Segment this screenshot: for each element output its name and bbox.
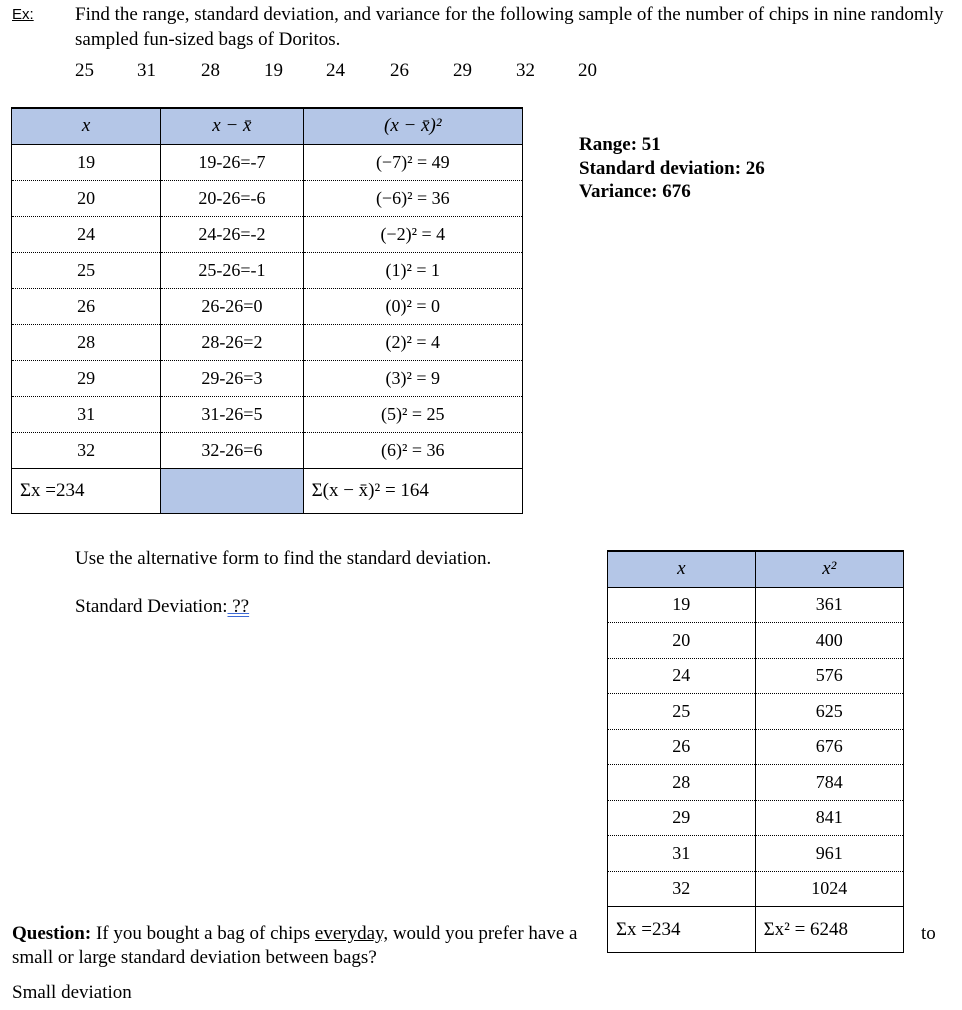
cell-x: 25 xyxy=(12,252,161,288)
table-header-row xyxy=(12,108,523,144)
cell-x: 31 xyxy=(608,836,756,872)
cell-x: 19 xyxy=(12,144,161,180)
cell-x: 25 xyxy=(608,694,756,730)
cell-x: 28 xyxy=(12,324,161,360)
table-row xyxy=(608,729,904,765)
cell-deviation: 25-26=-1 xyxy=(161,252,303,288)
table-row xyxy=(608,765,904,801)
cell-deviation: 19-26=-7 xyxy=(161,144,303,180)
cell-squared: (5)² = 25 xyxy=(303,396,522,432)
sample-value: 19 xyxy=(264,60,283,81)
table-row xyxy=(608,623,904,659)
sum-x: Σx =234 xyxy=(608,907,756,953)
sum-squared-deviation: Σ(x − x̄)² = 164 xyxy=(303,468,522,513)
sd-result: Standard deviation: 26 xyxy=(579,157,765,179)
cell-deviation: 24-26=-2 xyxy=(161,216,303,252)
alternative-instruction: Use the alternative form to find the standard deviation. xyxy=(75,548,492,569)
sample-value: 28 xyxy=(201,60,220,81)
question-paragraph xyxy=(12,922,602,970)
cell-x-squared: 400 xyxy=(755,623,903,659)
results-block xyxy=(579,133,765,204)
cell-x: 24 xyxy=(608,658,756,694)
example-label: Ex: xyxy=(12,6,34,23)
sample-value: 25 xyxy=(75,60,94,81)
table-row xyxy=(12,180,523,216)
col-header-x: x xyxy=(12,108,161,144)
sum-row xyxy=(12,468,523,513)
table-header-row xyxy=(608,551,904,587)
question-underlined-word: everyday, xyxy=(314,923,389,944)
sample-value: 24 xyxy=(326,60,345,81)
table-row xyxy=(608,836,904,872)
sd-value: ?? xyxy=(227,596,250,617)
sum-x: Σx =234 xyxy=(12,468,161,513)
cell-squared: (−7)² = 49 xyxy=(303,144,522,180)
cell-x: 32 xyxy=(12,432,161,468)
cell-x: 19 xyxy=(608,587,756,623)
table-row xyxy=(608,800,904,836)
cell-x-squared: 961 xyxy=(755,836,903,872)
cell-x-squared: 576 xyxy=(755,658,903,694)
table-row xyxy=(12,396,523,432)
range-result: Range: 51 xyxy=(579,134,661,155)
sum-x-squared: Σx² = 6248 xyxy=(755,907,903,953)
shaded-empty-cell xyxy=(161,468,303,513)
sample-value: 26 xyxy=(390,60,409,81)
cell-x: 26 xyxy=(12,288,161,324)
table-row xyxy=(12,432,523,468)
table-row xyxy=(12,288,523,324)
question-label: Question: xyxy=(12,923,92,944)
sd-label: Standard Deviation: xyxy=(75,596,228,617)
cell-x: 29 xyxy=(12,360,161,396)
col-header-deviation: x − x̄ xyxy=(161,108,303,144)
cell-x: 24 xyxy=(12,216,161,252)
table-row xyxy=(12,252,523,288)
cell-x-squared: 1024 xyxy=(755,871,903,907)
cell-squared: (0)² = 0 xyxy=(303,288,522,324)
cell-deviation: 29-26=3 xyxy=(161,360,303,396)
col-header-squared-deviation: (x − x̄)² xyxy=(303,108,522,144)
question-text-after: would you prefer have a small or large standard deviation between bags? xyxy=(12,923,578,968)
cell-deviation: 26-26=0 xyxy=(161,288,303,324)
sample-values xyxy=(75,60,635,84)
question-text-before: If you bought a bag of chips xyxy=(91,923,315,944)
sample-value: 31 xyxy=(137,60,156,81)
sample-value: 32 xyxy=(516,60,535,81)
cell-x: 31 xyxy=(12,396,161,432)
table-row xyxy=(12,324,523,360)
cell-deviation: 28-26=2 xyxy=(161,324,303,360)
col-header-x-squared: x² xyxy=(755,551,903,587)
cell-x-squared: 676 xyxy=(755,729,903,765)
cell-squared: (1)² = 1 xyxy=(303,252,522,288)
cell-squared: (−2)² = 4 xyxy=(303,216,522,252)
cell-squared: (3)² = 9 xyxy=(303,360,522,396)
cell-squared: (6)² = 36 xyxy=(303,432,522,468)
cell-deviation: 31-26=5 xyxy=(161,396,303,432)
sd-line xyxy=(75,596,249,618)
cell-deviation: 20-26=-6 xyxy=(161,180,303,216)
cell-squared: (2)² = 4 xyxy=(303,324,522,360)
variance-result: Variance: 676 xyxy=(579,181,691,202)
sum-row xyxy=(608,907,904,953)
cell-x-squared: 784 xyxy=(755,765,903,801)
table-row xyxy=(608,871,904,907)
trailing-word: to xyxy=(921,923,936,944)
table-row xyxy=(12,360,523,396)
table-row xyxy=(608,587,904,623)
answer-text: Small deviation xyxy=(12,982,132,1003)
cell-deviation: 32-26=6 xyxy=(161,432,303,468)
cell-x: 29 xyxy=(608,800,756,836)
sample-value: 20 xyxy=(578,60,597,81)
table-row xyxy=(12,144,523,180)
cell-x: 20 xyxy=(608,623,756,659)
cell-x-squared: 841 xyxy=(755,800,903,836)
cell-x-squared: 361 xyxy=(755,587,903,623)
cell-x: 32 xyxy=(608,871,756,907)
sample-value: 29 xyxy=(453,60,472,81)
cell-x: 20 xyxy=(12,180,161,216)
deviation-table xyxy=(11,107,523,514)
col-header-x: x xyxy=(608,551,756,587)
cell-squared: (−6)² = 36 xyxy=(303,180,522,216)
table-row xyxy=(608,658,904,694)
table-row xyxy=(608,694,904,730)
squares-table xyxy=(607,550,904,953)
problem-statement: Find the range, standard deviation, and variance for the following sample of the number of chips in nine randomly sampled fun-sized bags of Doritos. xyxy=(75,4,944,50)
cell-x: 28 xyxy=(608,765,756,801)
cell-x-squared: 625 xyxy=(755,694,903,730)
table-row xyxy=(12,216,523,252)
cell-x: 26 xyxy=(608,729,756,765)
